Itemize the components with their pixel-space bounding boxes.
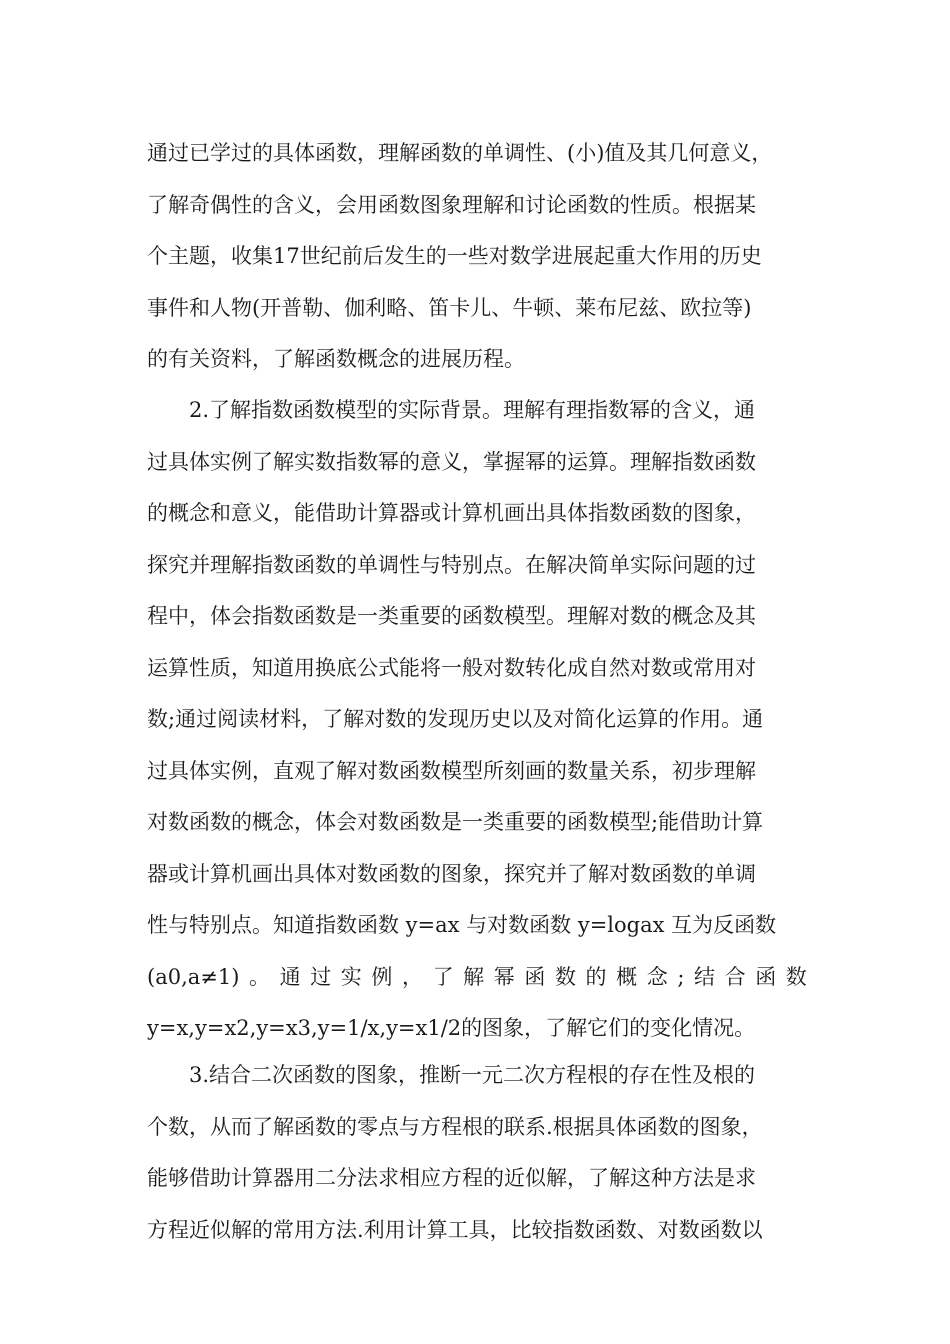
spread-token: 过 bbox=[310, 964, 332, 989]
text-line: 个主题，收集17世纪前后发生的一些对数学进展起重大作用的历史 bbox=[147, 244, 762, 268]
spread-token: 合 bbox=[724, 964, 746, 989]
text-line: 了解奇偶性的含义，会用函数图象理解和讨论函数的性质。根据某 bbox=[147, 192, 756, 217]
text-line: 过具体实例，直观了解对数函数模型所刻画的数量关系，初步理解 bbox=[147, 758, 756, 783]
text-line: 通过已学过的具体函数，理解函数的单调性、(小)值及其几何意义， bbox=[147, 141, 773, 165]
spread-token: 。 bbox=[249, 964, 271, 989]
spread-token: 通 bbox=[279, 964, 301, 989]
spread-token: 例 bbox=[371, 964, 393, 989]
spread-token: 数 bbox=[785, 964, 807, 989]
spread-token: 数 bbox=[554, 964, 576, 989]
text-line-justified bbox=[147, 952, 807, 1004]
text-line: 3.结合二次函数的图象，推断一元二次方程根的存在性及根的 bbox=[189, 1063, 756, 1087]
text-line: 探究并理解指数函数的单调性与特别点。在解决简单实际问题的过 bbox=[147, 552, 756, 577]
spread-token: (a0,a≠1) bbox=[147, 964, 240, 989]
text-line: 能够借助计算器用二分法求相应方程的近似解，了解这种方法是求 bbox=[147, 1166, 756, 1190]
spread-token: 概 bbox=[616, 964, 638, 989]
text-line: 数;通过阅读材料，了解对数的发现历史以及对简化运算的作用。通 bbox=[147, 707, 764, 731]
text-line: 的有关资料，了解函数概念的进展历程。 bbox=[147, 347, 525, 371]
paragraph-3 bbox=[147, 1050, 807, 1256]
spread-token: 的 bbox=[585, 964, 607, 989]
spread-token: ， bbox=[401, 964, 423, 989]
text-line: y=x,y=x2,y=x3,y=1/x,y=x1/2的图象，了解它们的变化情况。 bbox=[147, 1016, 756, 1040]
spread-token: ; bbox=[677, 964, 685, 989]
text-line: 性与特别点。知道指数函数 y=ax 与对数函数 y=logax 互为反函数 bbox=[147, 913, 777, 937]
spread-token: 解 bbox=[463, 964, 485, 989]
spread-token: 念 bbox=[646, 964, 668, 989]
text-line: 器或计算机画出具体对数函数的图象，探究并了解对数函数的单调 bbox=[147, 861, 756, 886]
text-line: 程中，体会指数函数是一类重要的函数模型。理解对数的概念及其 bbox=[147, 604, 756, 628]
text-line: 个数，从而了解函数的零点与方程根的联系.根据具体函数的图象， bbox=[147, 1114, 763, 1139]
spread-token: 函 bbox=[755, 964, 777, 989]
spread-token: 结 bbox=[694, 964, 715, 989]
text-line: 事件和人物(开普勒、伽利略、笛卡儿、牛顿、莱布尼兹、欧拉等) bbox=[147, 295, 752, 320]
text-line: 2.了解指数函数模型的实际背景。理解有理指数幂的含义，通 bbox=[189, 398, 756, 422]
paragraph-1 bbox=[147, 128, 807, 386]
spread-token: 了 bbox=[432, 964, 454, 989]
paragraph-2 bbox=[147, 385, 807, 1055]
spread-token: 幂 bbox=[493, 964, 515, 989]
spread-token: 实 bbox=[340, 964, 362, 989]
text-line: 对数函数的概念，体会对数函数是一类重要的函数模型;能借助计算 bbox=[147, 810, 764, 834]
spread-token: 函 bbox=[524, 964, 546, 989]
text-line: 运算性质，知道用换底公式能将一般对数转化成自然对数或常用对 bbox=[147, 655, 756, 680]
text-line: 方程近似解的常用方法.利用计算工具，比较指数函数、对数函数以 bbox=[147, 1217, 763, 1242]
text-line: 的概念和意义，能借助计算器或计算机画出具体指数函数的图象， bbox=[147, 501, 756, 525]
text-line: 过具体实例了解实数指数幂的意义，掌握幂的运算。理解指数函数 bbox=[147, 449, 756, 474]
